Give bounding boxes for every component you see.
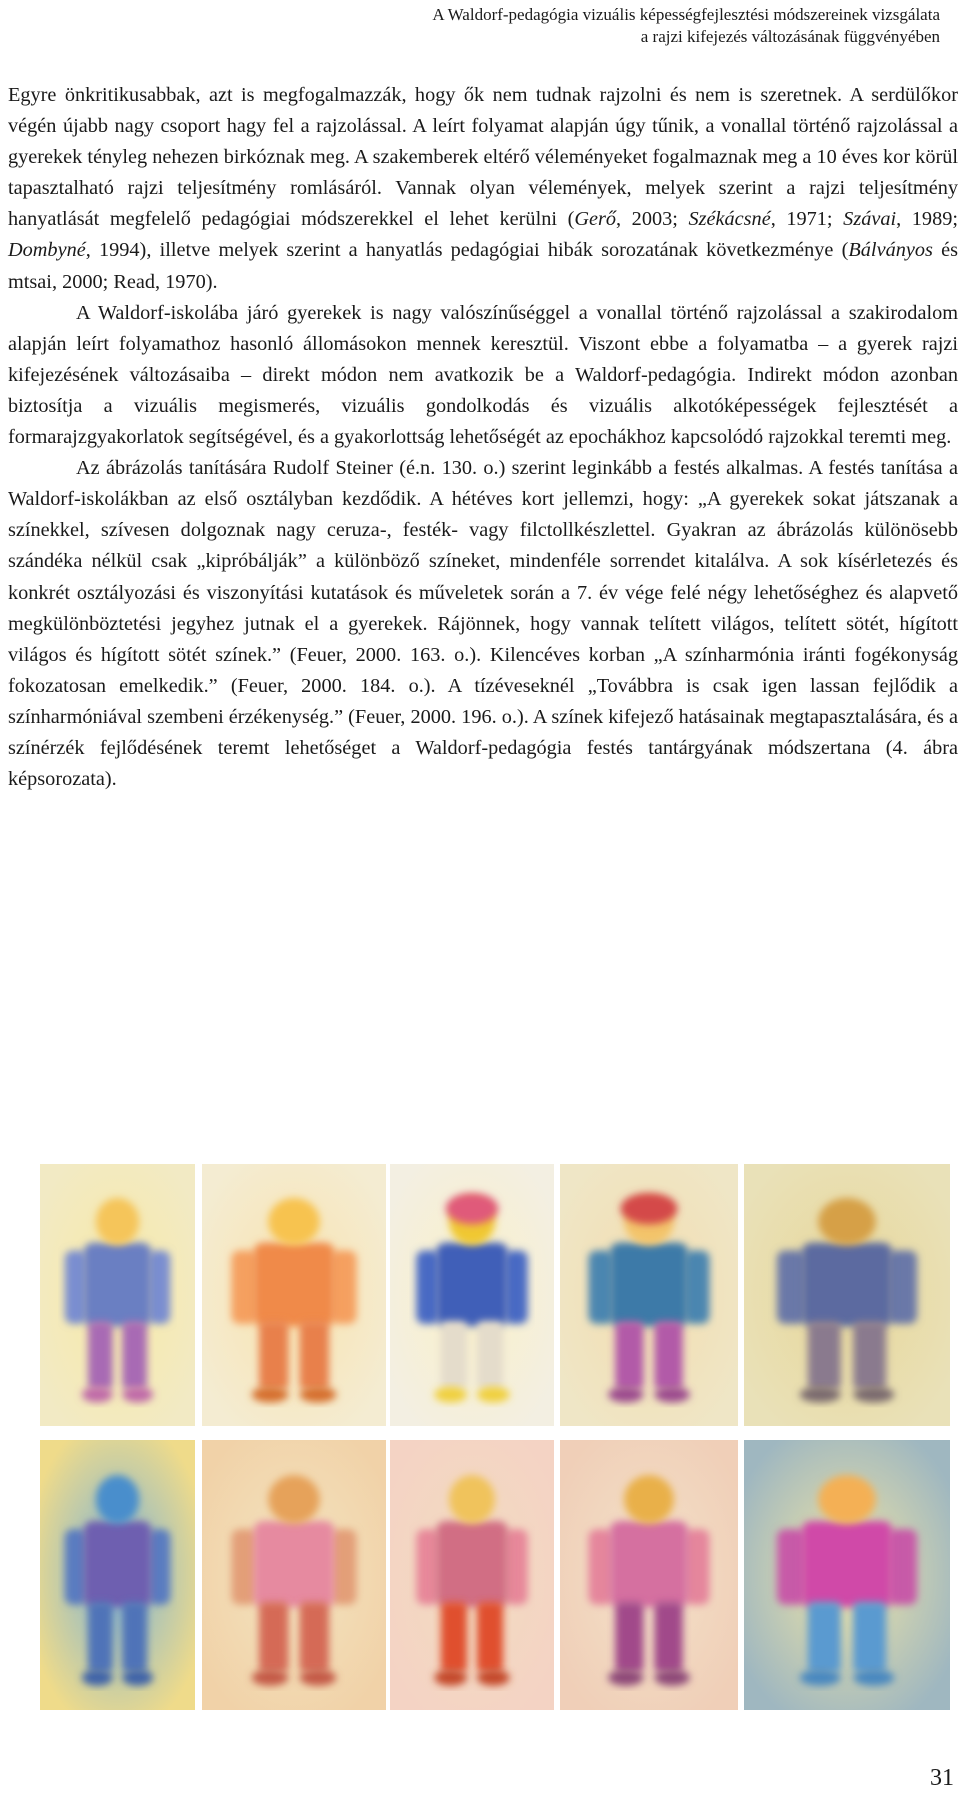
painting-image — [560, 1164, 738, 1426]
author-name: Szávai — [843, 208, 897, 231]
painting-image — [744, 1164, 950, 1426]
painting-6 — [40, 1440, 195, 1710]
painting-7 — [202, 1440, 386, 1710]
text-run: , 1989; — [896, 208, 958, 231]
text-run: , 1971; — [770, 208, 844, 231]
painting-8 — [390, 1440, 554, 1710]
painting-image — [560, 1440, 738, 1710]
author-name: Székácsné — [688, 208, 771, 231]
painting-4 — [560, 1164, 738, 1426]
author-name: Dombyné — [8, 239, 86, 262]
painting-image — [744, 1440, 950, 1710]
painting-image — [202, 1164, 386, 1426]
paragraph-1 — [8, 80, 958, 298]
painting-image — [202, 1440, 386, 1710]
painting-10 — [744, 1440, 950, 1710]
author-name: Gerő — [574, 208, 617, 231]
painting-image — [390, 1164, 554, 1426]
painting-image — [40, 1440, 195, 1710]
painting-9 — [560, 1440, 738, 1710]
paragraph-2: A Waldorf-iskolába járó gyerekek is nagy valószínűséggel a vonallal történő rajzolással a szakirodalom alapján leírt folyamathoz hasonló állomásokon mennek keresztül. Viszont ebbe a folyamatba – a gyerek rajzi kifejezésének változásaiba – direkt módon nem avatkozik be a Waldorf-pedagógia. Indirekt módon azonban biztosítja a vizuális megismerés, vizuális gondolkodás és vizuális alkotóképességek fejlesztését a formarajzgyakorlatok segítségével, és a gyakorlottság lehetőségét az epochákhoz kapcsolódó rajzokkal teremti meg. — [8, 301, 958, 449]
painting-3 — [390, 1164, 554, 1426]
painting-image — [40, 1164, 195, 1426]
text-run: , 2003; — [616, 208, 689, 231]
running-header — [220, 4, 940, 48]
text-run: és mtsai, 2000; Read, 1970). — [8, 239, 958, 293]
header-line-2: a rajzi kifejezés változásának függvényében — [640, 27, 940, 46]
page-number: 31 — [930, 1765, 954, 1791]
text-run: Egyre önkritikusabbak, azt is megfogalmazzák, hogy ők nem tudnak rajzolni és nem is szeretnek. A serdülőkor végén újabb nagy csoport hagy fel a rajzolással. A leírt folyamat alapján úgy tűnik, a vonallal történő rajzolással a gyerekek tényleg nehezen birkóznak meg. A szakemberek eltérő véleményeket fogalmaznak meg a 10 éves kor körül tapasztalható rajzi teljesítmény romlásáról. Vannak olyan vélemények, melyek szerint a rajzi teljesítmény hanyatlását megfelelő pedagógiai módszerekkel el lehet kerülni ( — [8, 84, 958, 231]
author-name: Bálványos — [848, 239, 933, 262]
painting-5 — [744, 1164, 950, 1426]
painting-figure — [40, 1164, 950, 1710]
painting-2 — [202, 1164, 386, 1426]
text-run: , 1994), illetve melyek szerint a hanyatlás pedagógiai hibák sorozatának következménye ( — [85, 239, 849, 262]
painting-image — [390, 1440, 554, 1710]
paragraph-3: Az ábrázolás tanítására Rudolf Steiner (é.n. 130. o.) szerint leginkább a festés alkalmas. A festés tanítása a Waldorf-iskolákban az első osztályban kezdődik. A hétéves kort jellemzi, hogy: „A gyerekek sokat játszanak a színekkel, szívesen dolgoznak nagy ceruza-, festék- vagy filctollkészlettel. Gyakran az ábrázolás különösebb szándéka nélkül csak „kipróbálják” a különböző színeket, mindenféle sorrendet kitalálva. A sok kísérletezés és konkrét osztályozási és viszonyítási kutatások és műveletek során a 7. év vége felé négy lehetőséghez és alapvető megkülönböztetési jegyhez jutnak el a gyerekek. Rájönnek, hogy vannak telített világos, telített sötét, hígított világos és hígított sötét színek.” (Feuer, 2000. 163. o.). Kilencéves korban „A színharmónia iránti fogékonyság fokozatosan emelkedik.” (Feuer, 2000. 184. o.). A tízéveseknél „Továbbra is csak igen lassan fejlődik a színharmóniával szembeni érzékenység.” (Feuer, 2000. 196. o.). A színek kifejező hatásainak megtapasztalására, és a színérzék fejlődésének teremt lehetőséget a Waldorf-pedagógia festés tantárgyának módszertana (4. ábra képsorozata). — [8, 457, 958, 791]
header-line-1: A Waldorf-pedagógia vizuális képességfejlesztési módszereinek vizsgálata — [432, 5, 940, 24]
painting-1 — [40, 1164, 195, 1426]
body-text — [8, 80, 958, 795]
